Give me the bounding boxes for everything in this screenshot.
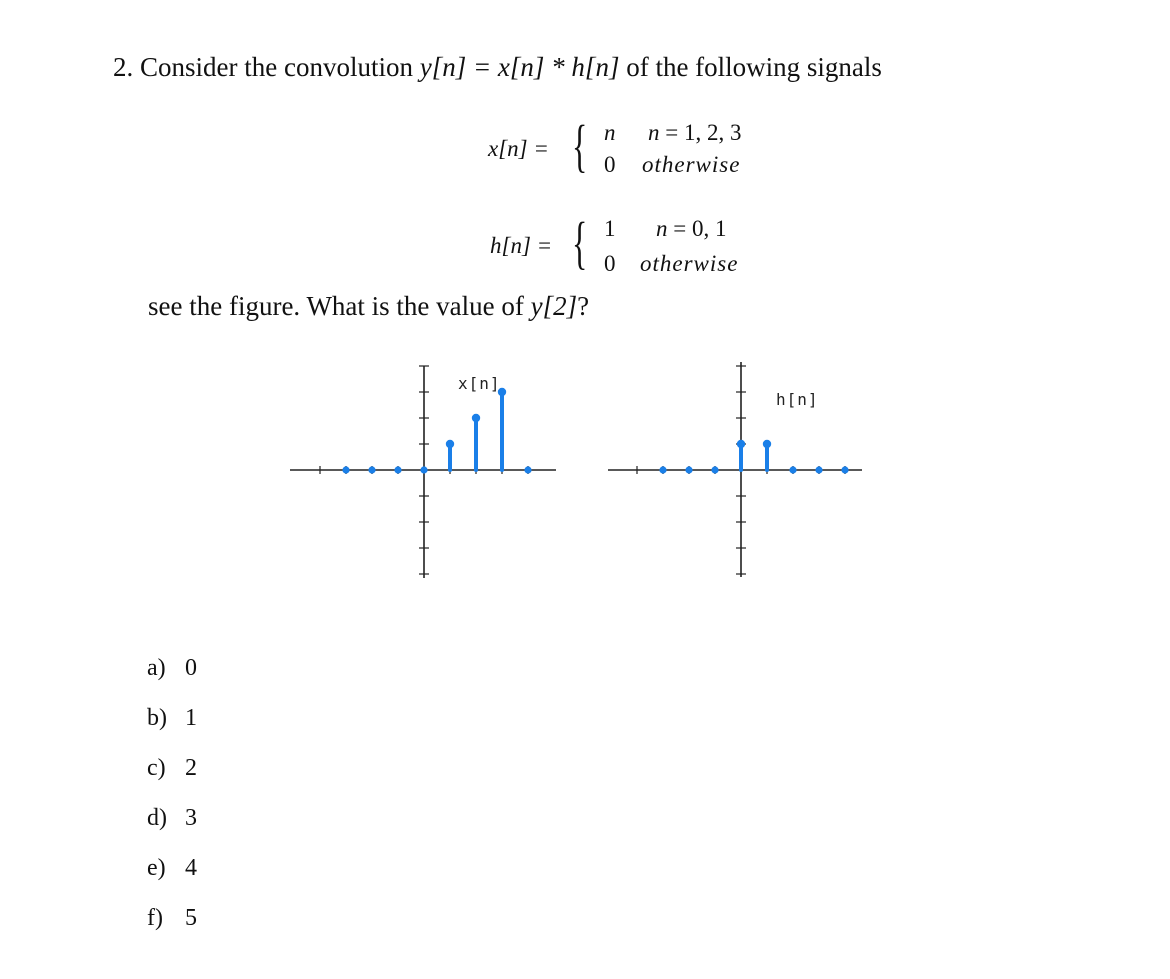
x-plot-zero-sample (368, 466, 375, 473)
h-plot-zero-sample (659, 466, 666, 473)
option-e-value: 4 (185, 855, 197, 881)
option-f[interactable] (147, 905, 197, 932)
option-a-value: 0 (185, 655, 197, 681)
question-intro: Consider the convolution (140, 52, 413, 82)
option-c-value: 2 (185, 755, 197, 781)
x-plot-zero-sample (524, 466, 531, 473)
option-f-label: f) (147, 905, 163, 931)
x-brace: { (572, 113, 588, 178)
x-plot-zero-sample (394, 466, 401, 473)
option-d-label: d) (147, 805, 167, 831)
x-row2-value: 0 (604, 152, 616, 177)
h-plot-zero-sample (789, 466, 796, 473)
x-row2-condition: otherwise (642, 152, 741, 177)
option-e[interactable] (147, 855, 197, 882)
h-row2-value: 0 (604, 251, 616, 276)
x-sketch-label: x[n] (458, 374, 501, 393)
x-plot-stem-head (446, 440, 454, 448)
h-plot-stem-head (763, 440, 771, 448)
x-definition-lhs: x[n] = (488, 136, 549, 161)
prompt-end: ? (577, 291, 590, 321)
option-d-value: 3 (185, 805, 197, 831)
h-plot-zero-sample (685, 466, 692, 473)
prompt-target: y[2] (530, 291, 578, 321)
prompt-text: see the figure. What is the value of (148, 291, 524, 321)
h-signal-plot (608, 362, 862, 577)
h-definition-lhs: h[n] = (490, 233, 553, 258)
h-plot-zero-sample (815, 466, 822, 473)
question-number: 2. (113, 52, 134, 82)
option-c-label: c) (147, 755, 166, 781)
option-b-value: 1 (185, 705, 197, 731)
h-row1-value: 1 (604, 216, 616, 241)
x-plot-zero-sample (342, 466, 349, 473)
option-b-label: b) (147, 705, 167, 731)
convolution-equation: y[n] = x[n] * h[n] (419, 52, 620, 82)
h-brace: { (572, 210, 588, 275)
option-c[interactable] (147, 755, 197, 782)
x-plot-zero-sample (420, 466, 427, 473)
option-f-value: 5 (185, 905, 197, 931)
h-row2-condition: otherwise (640, 251, 739, 276)
h-plot-zero-sample (711, 466, 718, 473)
option-a-label: a) (147, 655, 166, 681)
h-plot-stem-head (737, 440, 745, 448)
x-signal-plot (290, 366, 556, 578)
option-b[interactable] (147, 705, 197, 732)
option-d[interactable] (147, 805, 197, 832)
x-plot-stem-head (472, 414, 480, 422)
question-outro: of the following signals (626, 52, 882, 82)
option-a[interactable] (147, 655, 197, 682)
x-row1-value: n (604, 120, 617, 145)
option-e-label: e) (147, 855, 166, 881)
h-sketch-label: h[n] (776, 390, 819, 409)
x-row1-condition: n = 1, 2, 3 (648, 120, 742, 145)
h-row1-condition: n = 0, 1 (656, 216, 727, 241)
h-plot-zero-sample (841, 466, 848, 473)
